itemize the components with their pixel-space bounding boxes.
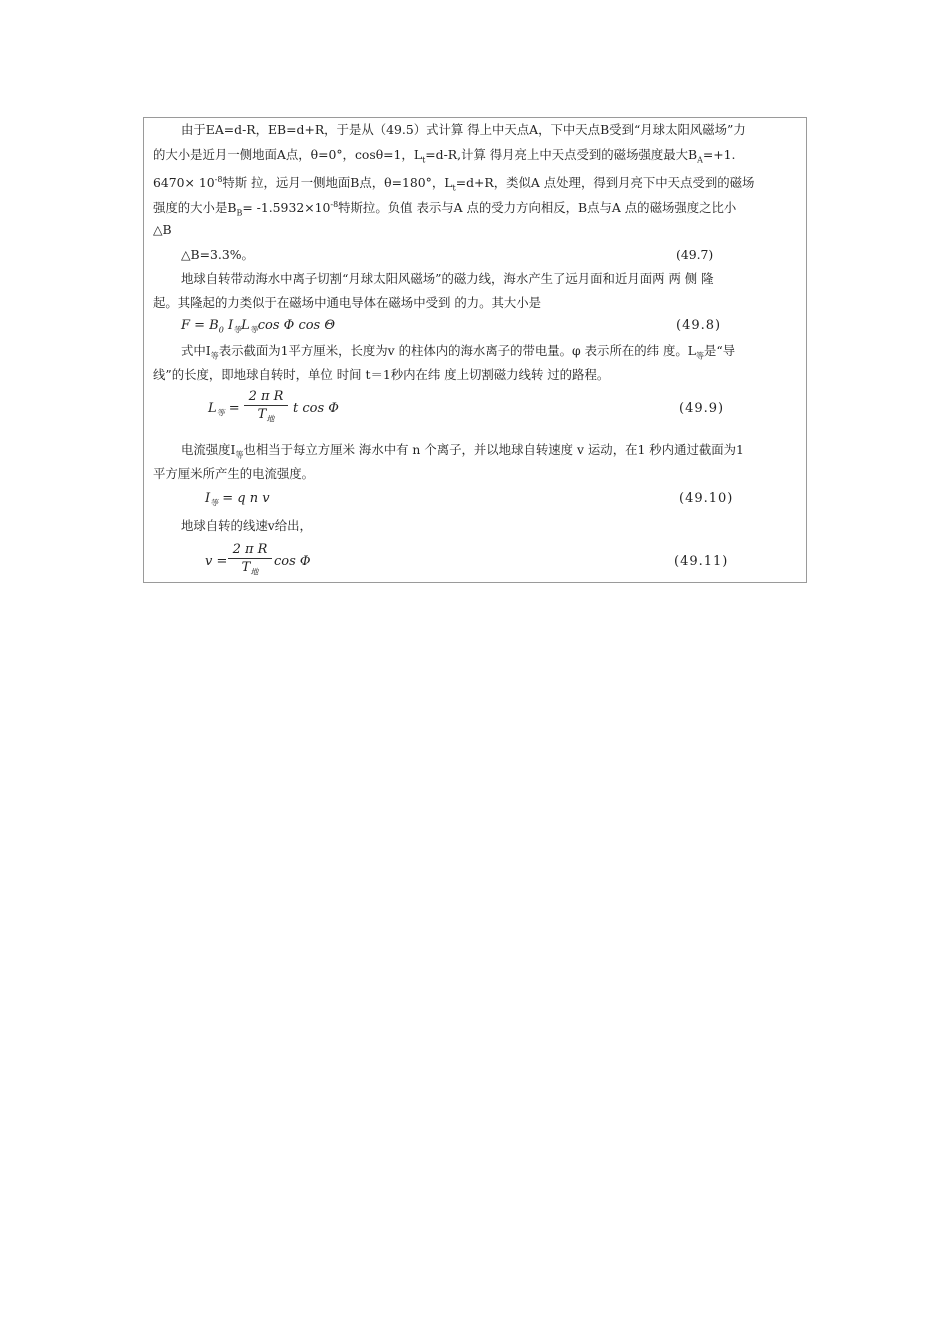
para4-line2: 平方厘米所产生的电流强度。 (153, 466, 315, 481)
equation-number-49-9: (49.9) (679, 401, 725, 416)
equation-49-8: $F = B_0$ $I_等L_等\cos$ Φ cos Θ (181, 318, 336, 335)
equation-number-49-10: (49.10) (679, 491, 734, 506)
equation-49-10: $I_等 = q$ n v (205, 491, 270, 508)
equation-49-9-rhs: t cos Φ (293, 401, 339, 416)
document-frame (143, 117, 807, 583)
equation-49-11-fraction: 2 π R $T_地$ (228, 542, 272, 578)
equation-number-49-8: (49.8) (676, 318, 722, 333)
equation-49-11-rhs: cos Φ (274, 554, 311, 569)
equation-49-9-lhs: $L_等$ = (208, 401, 240, 418)
para3-line2: 线”的长度，即地球自转时，单位 时间 t＝1秒内在纬 度上切割磁力线转 过的路程。 (153, 367, 610, 382)
para1-line2: 的大小是近月一侧地面A点，θ=0°，cosθ=1，$L_t=d-R$,计算 得月亮上中天点受到的磁场强度最大$B_A=+1$. (153, 147, 736, 165)
equation-49-11-lhs: v = (205, 554, 228, 569)
equation-number-49-7: (49.7) (676, 247, 714, 262)
para3-line1: 式中$I_等$表示截面为1平方厘米，长度为v 的柱体内的海水离子的带电量。φ 表示所在的纬 度。$L_等$是“导 (181, 343, 736, 361)
para4-line1: 电流强度$I_等$也相当于每立方厘米 海水中有 n 个离子，并以地球自转速度 v 运动，在1 秒内通过截面为1 (181, 442, 744, 460)
para2-line1: 地球自转带动海水中离子切割“月球太阳风磁场”的磁力线，海水产生了远月面和近月面两 两 侧 隆 (181, 271, 714, 286)
para2-line2: 起。其隆起的力类似于在磁场中通电导体在磁场中受到 的力。其大小是 (153, 295, 542, 310)
equation-49-7: △B=3.3%。 (181, 247, 254, 262)
equation-49-9-fraction: 2 π R $T_地$ (244, 389, 288, 425)
para1-line4: 强度的大小是$B_B= -1.5932\times 10^{-8}$特斯拉。负值 表示与A 点的受力方向相反，B点与A 点的磁场强度之比小 (153, 200, 737, 218)
para5-line1: 地球自转的线速v给出， (181, 518, 312, 533)
para1-line3: $6470\times 10^{-8}$特斯 拉，远月一侧地面B点，θ=180°，$L_t=d+R$，类似A 点处理，得到月亮下中天点受到的磁场 (153, 175, 755, 193)
para1-line5: △B (153, 222, 172, 237)
equation-number-49-11: (49.11) (674, 554, 729, 569)
para1-line1: 由于EA=d-R，EB=d+R，于是从（49.5）式计算 得上中天点A，下中天点B受到“月球太阳风磁场”力 (181, 122, 746, 137)
